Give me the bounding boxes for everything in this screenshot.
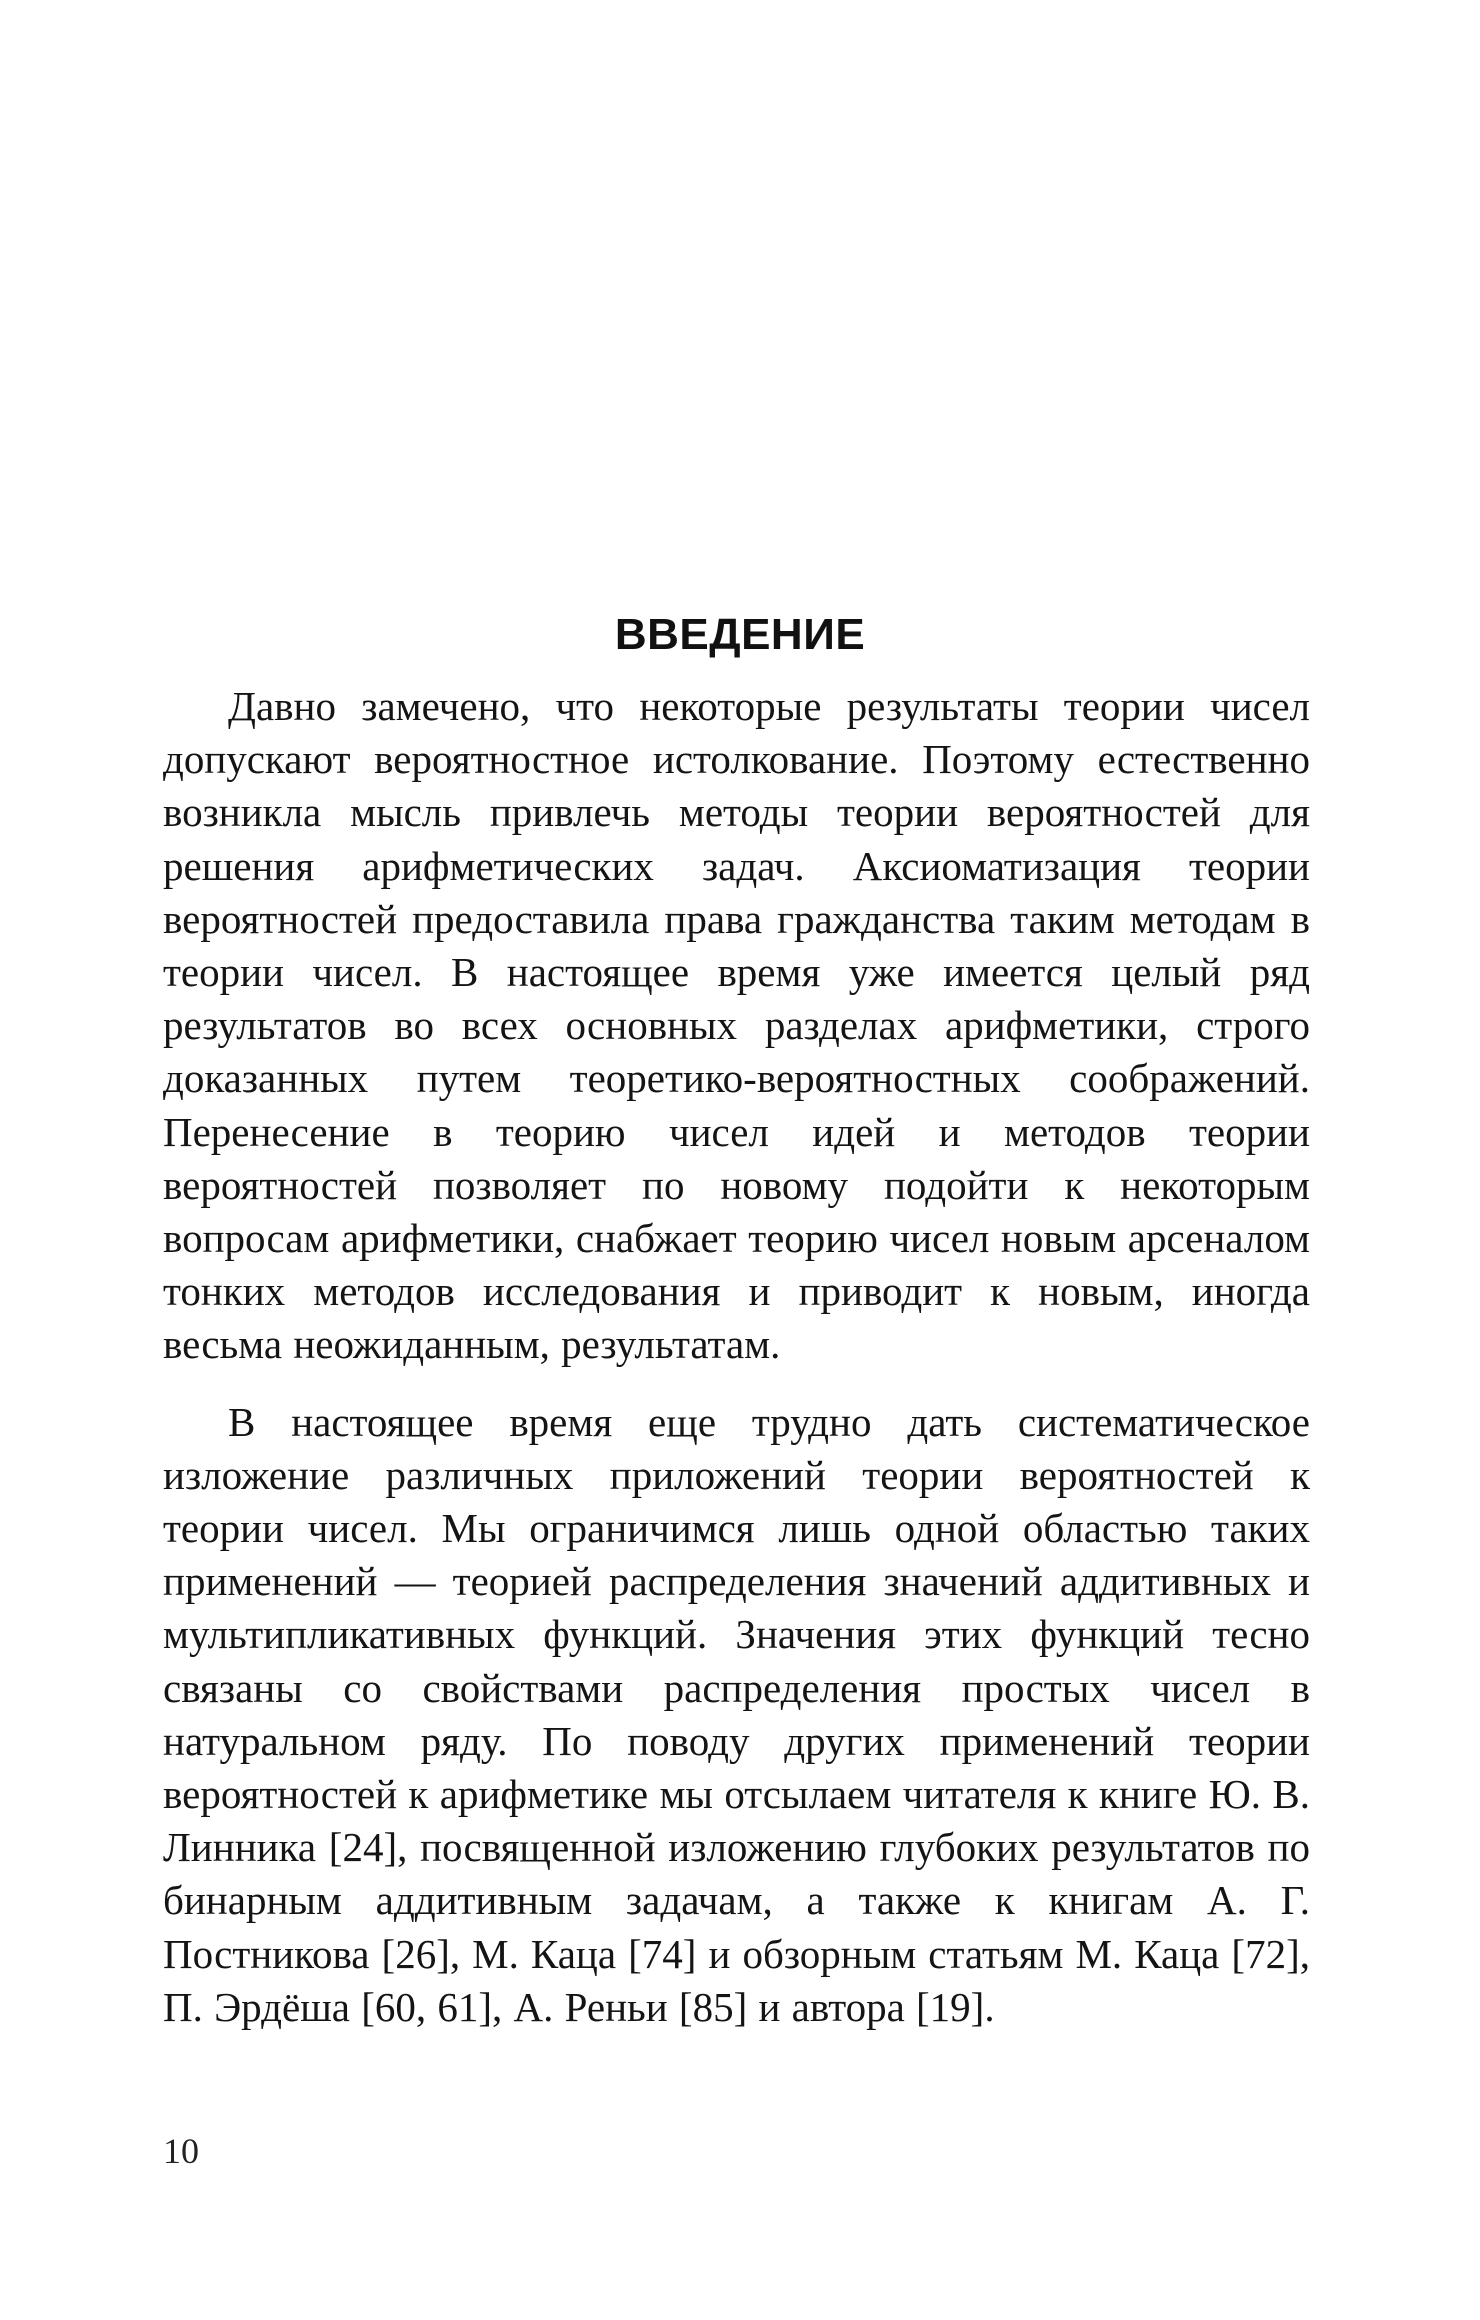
page-number: 10 — [163, 2131, 199, 2171]
paragraph-2: В настоящее время еще трудно дать систематическое изложение различных приложений теории вероятностей к теории чисел. Мы ограничимся лишь одной областью таких применений — теорией распределения значений аддитивных и мультипликативных функций. Значения этих функций тесно связаны со свойствами распределения простых чисел в натуральном ряду. По поводу других применений теории вероятностей к арифметике мы отсылаем читателя к книге Ю. В. Линника [24], посвященной изложению глубоких результатов по бинарным аддитивным задачам, а также к книгам А. Г. Постникова [26], М. Каца [74] и обзорным статьям М. Каца [72], П. Эрдёша [60, 61], А. Реньи [85] и автора [19]. — [163, 1398, 1310, 2030]
page-title: ВВЕДЕНИЕ — [614, 610, 866, 659]
paragraph-1: Давно замечено, что некоторые результаты теории чисел допускают вероятностное истолкование. Поэтому естественно возникла мысль привлечь методы теории вероятностей для решения арифметических задач. Аксиоматизация теории вероятностей предоставила права гражданства таким методам в теории чисел. В настоящее время уже имеется целый ряд результатов во всех основных разделах арифметики, строго доказанных путем теоретико-вероятностных соображений. Перенесение в теорию чисел идей и методов теории вероятностей позволяет по новому подойти к некоторым вопросам арифметики, снабжает теорию чисел новым арсеналом тонких методов исследования и приводит к новым, иногда весьма неожиданным, результатам. — [163, 683, 1310, 1368]
body-text — [163, 680, 1310, 2058]
